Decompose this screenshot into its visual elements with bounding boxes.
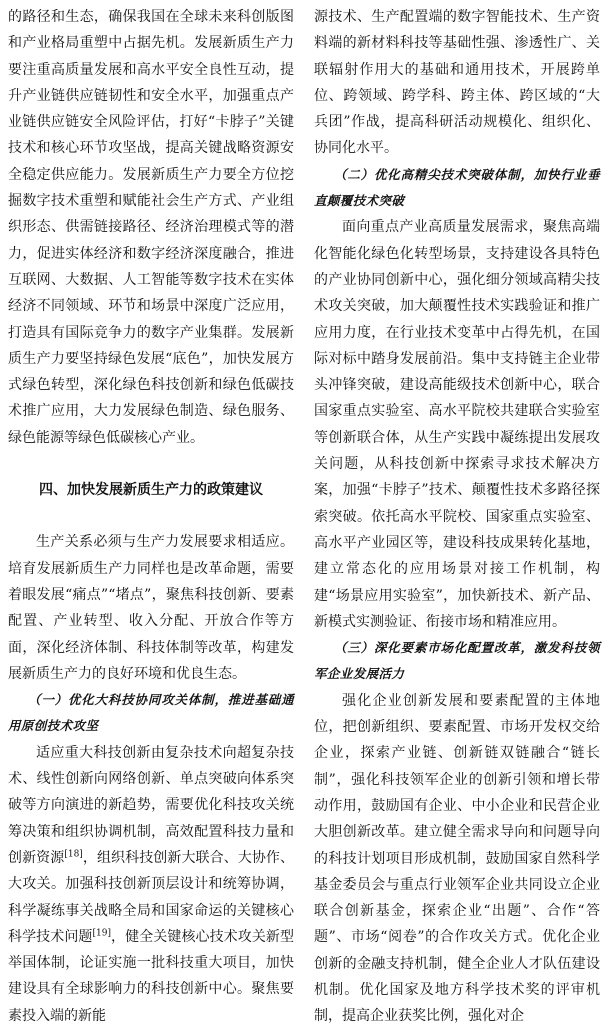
body-paragraph: 的路径和生态，确保我国在全球未来科创版图和产业格局重塑中占据先机。发展新质生产力要注重高质量发展和高水平安全良性互动，提升产业链供应链韧性和安全水平，加强重点产业链供应链安全风险评估，打好“卡脖子”关键技术和核心环节攻坚战，提高关键战略资源安全稳定供应能力。发展新质生产力要全方位挖掘数字技术重塑和赋能社会生产方式、产业组织形态、供需链接路径、经济治理模式等的潜力，促进实体经济和数字经济深度融合，推进互联网、大数据、人工智能等数字技术在实体经济不同领域、环节和场景中深度广泛应用，打造具有国际竞争力的数字产业集群。发展新质生产力要坚持绿色发展“底色”，加快发展方式绿色转型，深化绿色科技创新和绿色低碳技术推广应用，大力发展绿色制造、绿色服务、绿色能源等绿色低碳核心产业。	[8, 9, 294, 446]
right-column	[314, 4, 600, 1030]
body-paragraph: 面向重点产业高质量发展需求，聚焦高端化智能化绿色化转型场景，支持建设各具特色的产业协同创新中心，强化细分领域高精尖技术攻关突破，加大颠覆性技术实践验证和推广应用力度，在行业技术变革中占得先机，在国际对标中踏身发展前沿。集中支持链主企业带头冲锋突破，建设高能级技术创新中心，联合国家重点实验室、高水平院校共建联合实验室等创新联合体，从生产实践中凝练提出发展攻关问题，从科技创新中探索寻求技术解决方案，加强“卡脖子”技术、颠覆性技术多路径探索突破。依托高水平院校、国家重点实验室、高水平产业园区等，建设科技成果转化基地，建立常态化的应用场景对接工作机制，构建“场景应用实验室”，加快新技术、新产品、新模式实测验证、衔接市场和精准应用。	[314, 219, 600, 630]
citation-ref: [19]	[92, 928, 111, 939]
subsection-heading: （一）优化大科技协同攻关体制，推进基础通用原创技术攻坚	[8, 692, 294, 734]
left-column	[8, 4, 294, 1029]
citation-ref: [18]	[64, 849, 83, 860]
subsection-heading: （二）优化高精尖技术突破体制，加快行业垂直颠覆技术突破	[314, 166, 600, 209]
text-run: ，组织科技创新大联合、大协作、大攻关。加强科技创新顶层设计和统筹协调，科学凝练事关战略全局和国家命运的关键核心科学技术问题	[8, 849, 295, 945]
body-paragraph	[8, 740, 294, 1029]
body-paragraph: 源技术、生产配置端的数字智能技术、生产资料端的新材料科技等基础性强、渗透性广、关联辐射作用大的基础和通用技术，开展跨单位、跨领域、跨学科、跨主体、跨区域的“大兵团”作战，提高科研活动规模化、组织化、协同化水平。	[314, 9, 600, 157]
section-heading: 四、加快发展新质生产力的政策建议	[39, 482, 263, 499]
text-run: 适应重大科技创新由复杂技术向超复杂技术、线性创新向网络创新、单点突破向体系突破等方向演进的新趋势，需要优化科技攻关统筹决策和组织协调机制，高效配置科技力量和创新资源	[8, 744, 294, 866]
body-paragraph: 生产关系必须与生产力发展要求相适应。培育发展新质生产力同样也是改革命题，需要着眼发展“痛点”“堵点”，聚焦科技创新、要素配置、产业转型、收入分配、开放合作等方面，深化经济体制、科技体制等改革，构建发展新质生产力的良好环境和优良生态。	[8, 534, 294, 682]
subsection-heading: （三）深化要素市场化配置改革，激发科技领军企业发展活力	[314, 640, 600, 682]
body-paragraph: 强化企业创新发展和要素配置的主体地位，把创新组织、要素配置、市场开发权交给企业，探索产业链、创新链双链融合“链长制”，强化科技领军企业的创新引领和增长带动作用，鼓励国有企业、中小企业和民营企业大胆创新改革。建立健全需求导向和问题导向的科技计划项目形成机制，鼓励国家自然科学基金委员会与重点行业领军企业共同设立企业联合创新基金，探索企业“出题”、合作“答题”、市场“阅卷”的合作攻关方式。优化企业创新的金融支持机制，健全企业人才队伍建设机制。优化国家及地方科学技术奖的评审机制，提高企业获奖比例，强化对企	[314, 692, 600, 1025]
text-run: ，健全关键核心技术攻关新型举国体制，论证实施一批科技重大项目，加快建设具有全球影响力的科技创新中心。聚焦要素投入端的新能	[8, 928, 295, 1024]
